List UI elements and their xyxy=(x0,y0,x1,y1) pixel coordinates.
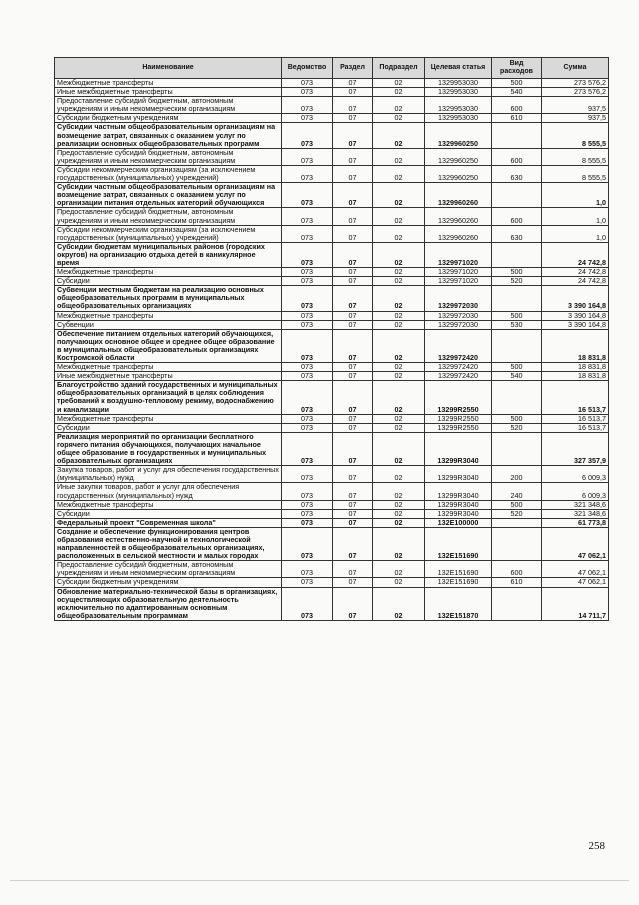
cell-subsection: 02 xyxy=(373,509,425,518)
cell-sum: 18 831,8 xyxy=(542,329,609,362)
cell-dept: 073 xyxy=(282,277,333,286)
cell-expense-type: 610 xyxy=(492,578,542,587)
cell-subsection: 02 xyxy=(373,114,425,123)
budget-table xyxy=(54,57,609,621)
cell-dept: 073 xyxy=(282,414,333,423)
cell-expense-type xyxy=(492,432,542,465)
cell-subsection: 02 xyxy=(373,183,425,208)
cell-section: 07 xyxy=(333,277,373,286)
cell-section: 07 xyxy=(333,123,373,148)
cell-sum: 3 390 164,8 xyxy=(542,311,609,320)
cell-section: 07 xyxy=(333,320,373,329)
table-row xyxy=(55,527,609,560)
table-row xyxy=(55,432,609,465)
cell-name: Межбюджетные трансферты xyxy=(55,79,282,88)
cell-name: Субсидии xyxy=(55,277,282,286)
table-row xyxy=(55,561,609,578)
cell-section: 07 xyxy=(333,527,373,560)
table-row xyxy=(55,242,609,267)
cell-section: 07 xyxy=(333,587,373,620)
cell-name: Обеспечение питанием отдельных категорий обучающихся, получающих основное общее и среднее общее образование в муниципальных общеобразовательных организациях Костромской области xyxy=(55,329,282,362)
cell-dept: 073 xyxy=(282,286,333,311)
cell-expense-type xyxy=(492,587,542,620)
table-row xyxy=(55,329,609,362)
cell-subsection: 02 xyxy=(373,423,425,432)
table-row xyxy=(55,88,609,97)
cell-target-article: 13299R3040 xyxy=(425,509,492,518)
cell-dept: 073 xyxy=(282,311,333,320)
cell-subsection: 02 xyxy=(373,578,425,587)
cell-target-article: 13299R2550 xyxy=(425,381,492,414)
cell-section: 07 xyxy=(333,432,373,465)
cell-target-article: 1329972030 xyxy=(425,320,492,329)
cell-sum: 61 773,8 xyxy=(542,518,609,527)
cell-expense-type: 240 xyxy=(492,483,542,500)
cell-name: Субсидии некоммерческим организациям (за исключением государственных (муниципальных) учреждений) xyxy=(55,225,282,242)
cell-dept: 073 xyxy=(282,381,333,414)
cell-sum: 1,0 xyxy=(542,225,609,242)
cell-sum: 6 009,3 xyxy=(542,466,609,483)
cell-dept: 073 xyxy=(282,268,333,277)
cell-name: Реализация мероприятий по организации бесплатного горячего питания обучающихся, получающих начальное общее образование в государственных и муниципальных образовательных организациях xyxy=(55,432,282,465)
cell-name: Межбюджетные трансферты xyxy=(55,500,282,509)
cell-dept: 073 xyxy=(282,432,333,465)
cell-dept: 073 xyxy=(282,518,333,527)
cell-name: Межбюджетные трансферты xyxy=(55,363,282,372)
cell-subsection: 02 xyxy=(373,286,425,311)
cell-expense-type: 600 xyxy=(492,561,542,578)
cell-sum: 8 555,5 xyxy=(542,165,609,182)
cell-name: Субсидии xyxy=(55,423,282,432)
cell-section: 07 xyxy=(333,311,373,320)
cell-section: 07 xyxy=(333,372,373,381)
cell-sum: 47 062,1 xyxy=(542,578,609,587)
cell-target-article: 1329972420 xyxy=(425,329,492,362)
cell-name: Субсидии бюджетам муниципальных районов (городских округов) на организацию отдыха детей в каникулярное время xyxy=(55,242,282,267)
cell-sum: 1,0 xyxy=(542,208,609,225)
cell-dept: 073 xyxy=(282,183,333,208)
cell-expense-type: 500 xyxy=(492,311,542,320)
cell-subsection: 02 xyxy=(373,165,425,182)
cell-expense-type: 630 xyxy=(492,165,542,182)
cell-sum: 18 831,8 xyxy=(542,372,609,381)
cell-sum: 24 742,8 xyxy=(542,277,609,286)
cell-subsection: 02 xyxy=(373,97,425,114)
cell-sum: 18 831,8 xyxy=(542,363,609,372)
cell-expense-type: 200 xyxy=(492,466,542,483)
cell-expense-type: 520 xyxy=(492,423,542,432)
cell-name: Создание и обеспечение функционирования центров образования естественно-научной и технологической направленностей в общеобразовательных организациях, расположенных в сельской местности и малых городах xyxy=(55,527,282,560)
cell-section: 07 xyxy=(333,79,373,88)
cell-section: 07 xyxy=(333,148,373,165)
cell-dept: 073 xyxy=(282,165,333,182)
table-row xyxy=(55,268,609,277)
table-row xyxy=(55,381,609,414)
cell-target-article: 132E100000 xyxy=(425,518,492,527)
cell-target-article: 1329953030 xyxy=(425,114,492,123)
cell-target-article: 13299R3040 xyxy=(425,432,492,465)
cell-section: 07 xyxy=(333,268,373,277)
cell-dept: 073 xyxy=(282,123,333,148)
cell-sum: 24 742,8 xyxy=(542,242,609,267)
cell-expense-type: 520 xyxy=(492,277,542,286)
cell-target-article: 1329960260 xyxy=(425,208,492,225)
cell-target-article: 1329960250 xyxy=(425,123,492,148)
cell-section: 07 xyxy=(333,88,373,97)
cell-dept: 073 xyxy=(282,225,333,242)
table-row xyxy=(55,79,609,88)
cell-target-article: 132E151690 xyxy=(425,578,492,587)
cell-section: 07 xyxy=(333,208,373,225)
cell-expense-type: 540 xyxy=(492,88,542,97)
cell-section: 07 xyxy=(333,165,373,182)
cell-dept: 073 xyxy=(282,483,333,500)
cell-sum: 47 062,1 xyxy=(542,561,609,578)
cell-subsection: 02 xyxy=(373,311,425,320)
cell-dept: 073 xyxy=(282,587,333,620)
header-name: Наименование xyxy=(55,58,282,79)
cell-section: 07 xyxy=(333,500,373,509)
cell-target-article: 1329953030 xyxy=(425,88,492,97)
cell-subsection: 02 xyxy=(373,148,425,165)
cell-sum: 16 513,7 xyxy=(542,414,609,423)
cell-name: Межбюджетные трансферты xyxy=(55,414,282,423)
cell-sum: 1,0 xyxy=(542,183,609,208)
cell-expense-type: 630 xyxy=(492,225,542,242)
cell-subsection: 02 xyxy=(373,561,425,578)
page-number: 258 xyxy=(588,840,605,852)
cell-expense-type: 520 xyxy=(492,509,542,518)
cell-target-article: 1329971020 xyxy=(425,268,492,277)
cell-dept: 073 xyxy=(282,423,333,432)
cell-subsection: 02 xyxy=(373,466,425,483)
header-subsection: Подраздел xyxy=(373,58,425,79)
cell-expense-type: 540 xyxy=(492,372,542,381)
cell-target-article: 13299R3040 xyxy=(425,500,492,509)
cell-expense-type xyxy=(492,329,542,362)
table-row xyxy=(55,372,609,381)
cell-section: 07 xyxy=(333,183,373,208)
cell-dept: 073 xyxy=(282,329,333,362)
cell-dept: 073 xyxy=(282,500,333,509)
cell-dept: 073 xyxy=(282,363,333,372)
cell-target-article: 1329972030 xyxy=(425,286,492,311)
table-row xyxy=(55,578,609,587)
cell-target-article: 1329960250 xyxy=(425,165,492,182)
cell-expense-type: 530 xyxy=(492,320,542,329)
cell-section: 07 xyxy=(333,225,373,242)
cell-dept: 073 xyxy=(282,97,333,114)
cell-expense-type xyxy=(492,123,542,148)
header-section: Раздел xyxy=(333,58,373,79)
cell-expense-type: 610 xyxy=(492,114,542,123)
cell-sum: 273 576,2 xyxy=(542,88,609,97)
cell-dept: 073 xyxy=(282,242,333,267)
table-row xyxy=(55,311,609,320)
cell-dept: 073 xyxy=(282,320,333,329)
cell-dept: 073 xyxy=(282,88,333,97)
cell-sum: 16 513,7 xyxy=(542,381,609,414)
cell-name: Субсидии бюджетным учреждениям xyxy=(55,578,282,587)
cell-expense-type: 600 xyxy=(492,208,542,225)
cell-expense-type xyxy=(492,242,542,267)
cell-subsection: 02 xyxy=(373,414,425,423)
cell-subsection: 02 xyxy=(373,381,425,414)
cell-expense-type: 500 xyxy=(492,363,542,372)
cell-section: 07 xyxy=(333,114,373,123)
header-expense-type: Вид расходов xyxy=(492,58,542,79)
cell-section: 07 xyxy=(333,578,373,587)
cell-sum: 3 390 164,8 xyxy=(542,286,609,311)
cell-name: Предоставление субсидий бюджетным, автономным учреждениям и иным некоммерческим организациям xyxy=(55,561,282,578)
cell-expense-type xyxy=(492,518,542,527)
cell-name: Предоставление субсидий бюджетным, автономным учреждениям и иным некоммерческим организациям xyxy=(55,97,282,114)
cell-target-article: 1329971020 xyxy=(425,242,492,267)
cell-dept: 073 xyxy=(282,208,333,225)
table-row xyxy=(55,363,609,372)
cell-target-article: 1329960250 xyxy=(425,148,492,165)
cell-expense-type: 500 xyxy=(492,79,542,88)
cell-dept: 073 xyxy=(282,466,333,483)
cell-name: Обновление материально-технической базы в организациях, осуществляющих образовательную деятельность исключительно по адаптированным основным общеобразовательным программам xyxy=(55,587,282,620)
header-target-article: Целевая статья xyxy=(425,58,492,79)
table-row xyxy=(55,587,609,620)
cell-subsection: 02 xyxy=(373,208,425,225)
cell-sum: 321 348,6 xyxy=(542,500,609,509)
cell-section: 07 xyxy=(333,483,373,500)
cell-name: Субсидии бюджетным учреждениям xyxy=(55,114,282,123)
table-row xyxy=(55,165,609,182)
table-row xyxy=(55,277,609,286)
cell-subsection: 02 xyxy=(373,79,425,88)
table-row xyxy=(55,483,609,500)
cell-subsection: 02 xyxy=(373,225,425,242)
cell-sum: 16 513,7 xyxy=(542,423,609,432)
cell-subsection: 02 xyxy=(373,518,425,527)
cell-subsection: 02 xyxy=(373,432,425,465)
cell-subsection: 02 xyxy=(373,123,425,148)
table-row xyxy=(55,414,609,423)
table-body xyxy=(55,79,609,621)
table-row xyxy=(55,509,609,518)
cell-subsection: 02 xyxy=(373,372,425,381)
header-dept: Ведомство xyxy=(282,58,333,79)
cell-target-article: 1329972420 xyxy=(425,363,492,372)
cell-target-article: 13299R3040 xyxy=(425,466,492,483)
table-row xyxy=(55,208,609,225)
cell-sum: 273 576,2 xyxy=(542,79,609,88)
cell-name: Предоставление субсидий бюджетным, автономным учреждениям и иным некоммерческим организациям xyxy=(55,208,282,225)
cell-expense-type: 500 xyxy=(492,500,542,509)
cell-expense-type xyxy=(492,286,542,311)
cell-sum: 6 009,3 xyxy=(542,483,609,500)
cell-subsection: 02 xyxy=(373,527,425,560)
cell-section: 07 xyxy=(333,329,373,362)
cell-sum: 8 555,5 xyxy=(542,123,609,148)
cell-dept: 073 xyxy=(282,509,333,518)
table-row xyxy=(55,286,609,311)
table-row xyxy=(55,183,609,208)
cell-subsection: 02 xyxy=(373,483,425,500)
cell-name: Иные межбюджетные трансферты xyxy=(55,372,282,381)
scan-edge-line xyxy=(10,880,629,881)
cell-expense-type xyxy=(492,527,542,560)
cell-name: Субвенции местным бюджетам на реализацию основных общеобразовательных программ в муниципальных общеобразовательных организациях xyxy=(55,286,282,311)
table-row xyxy=(55,225,609,242)
cell-name: Благоустройство зданий государственных и муниципальных общеобразовательных организаций в целях соблюдения требований к воздушно-тепловому режиму, водоснабжению и канализации xyxy=(55,381,282,414)
cell-name: Субсидии xyxy=(55,509,282,518)
cell-name: Субсидии частным общеобразовательным организациям на возмещение затрат, связанных с оказанием услуг по реализации основных общеобразовательных программ xyxy=(55,123,282,148)
cell-section: 07 xyxy=(333,466,373,483)
table-row xyxy=(55,423,609,432)
cell-expense-type xyxy=(492,183,542,208)
cell-sum: 24 742,8 xyxy=(542,268,609,277)
cell-section: 07 xyxy=(333,518,373,527)
cell-name: Закупка товаров, работ и услуг для обеспечения государственных (муниципальных) нужд xyxy=(55,466,282,483)
cell-target-article: 1329960260 xyxy=(425,225,492,242)
table-row xyxy=(55,518,609,527)
cell-sum: 321 348,6 xyxy=(542,509,609,518)
cell-section: 07 xyxy=(333,363,373,372)
cell-name: Иные закупки товаров, работ и услуг для обеспечения государственных (муниципальных) нужд xyxy=(55,483,282,500)
cell-target-article: 13299R2550 xyxy=(425,414,492,423)
table-row xyxy=(55,114,609,123)
cell-target-article: 1329953030 xyxy=(425,79,492,88)
cell-name: Субсидии некоммерческим организациям (за исключением государственных (муниципальных) учреждений) xyxy=(55,165,282,182)
cell-name: Субсидии частным общеобразовательным организациям на возмещение затрат, связанных с оказанием услуг по организации питания отдельных категорий обучающихся xyxy=(55,183,282,208)
cell-target-article: 13299R3040 xyxy=(425,483,492,500)
table-row xyxy=(55,320,609,329)
header-sum: Сумма xyxy=(542,58,609,79)
cell-expense-type: 600 xyxy=(492,148,542,165)
cell-name: Межбюджетные трансферты xyxy=(55,268,282,277)
cell-sum: 937,5 xyxy=(542,97,609,114)
table-row xyxy=(55,123,609,148)
cell-target-article: 132E151870 xyxy=(425,587,492,620)
cell-target-article: 1329971020 xyxy=(425,277,492,286)
cell-name: Иные межбюджетные трансферты xyxy=(55,88,282,97)
cell-target-article: 1329972420 xyxy=(425,372,492,381)
cell-expense-type: 500 xyxy=(492,268,542,277)
cell-name: Субвенции xyxy=(55,320,282,329)
cell-dept: 073 xyxy=(282,372,333,381)
cell-subsection: 02 xyxy=(373,587,425,620)
cell-expense-type: 600 xyxy=(492,97,542,114)
cell-target-article: 13299R2550 xyxy=(425,423,492,432)
cell-sum: 47 062,1 xyxy=(542,527,609,560)
table-row xyxy=(55,500,609,509)
cell-sum: 3 390 164,8 xyxy=(542,320,609,329)
cell-name: Федеральный проект "Современная школа" xyxy=(55,518,282,527)
cell-target-article: 1329960260 xyxy=(425,183,492,208)
table-header-row xyxy=(55,58,609,79)
cell-dept: 073 xyxy=(282,561,333,578)
cell-subsection: 02 xyxy=(373,88,425,97)
cell-section: 07 xyxy=(333,509,373,518)
cell-section: 07 xyxy=(333,286,373,311)
cell-sum: 327 357,9 xyxy=(542,432,609,465)
cell-target-article: 1329953030 xyxy=(425,97,492,114)
cell-subsection: 02 xyxy=(373,277,425,286)
cell-dept: 073 xyxy=(282,527,333,560)
cell-target-article: 1329972030 xyxy=(425,311,492,320)
cell-section: 07 xyxy=(333,423,373,432)
cell-subsection: 02 xyxy=(373,320,425,329)
cell-sum: 14 711,7 xyxy=(542,587,609,620)
table-row xyxy=(55,148,609,165)
cell-section: 07 xyxy=(333,381,373,414)
cell-dept: 073 xyxy=(282,578,333,587)
cell-subsection: 02 xyxy=(373,242,425,267)
cell-subsection: 02 xyxy=(373,329,425,362)
cell-expense-type xyxy=(492,381,542,414)
cell-sum: 937,5 xyxy=(542,114,609,123)
cell-subsection: 02 xyxy=(373,363,425,372)
cell-section: 07 xyxy=(333,242,373,267)
cell-target-article: 132E151690 xyxy=(425,527,492,560)
cell-target-article: 132E151690 xyxy=(425,561,492,578)
cell-section: 07 xyxy=(333,414,373,423)
cell-section: 07 xyxy=(333,97,373,114)
cell-dept: 073 xyxy=(282,148,333,165)
cell-subsection: 02 xyxy=(373,268,425,277)
cell-name: Предоставление субсидий бюджетным, автономным учреждениям и иным некоммерческим организациям xyxy=(55,148,282,165)
cell-dept: 073 xyxy=(282,79,333,88)
cell-dept: 073 xyxy=(282,114,333,123)
cell-sum: 8 555,5 xyxy=(542,148,609,165)
cell-name: Межбюджетные трансферты xyxy=(55,311,282,320)
cell-section: 07 xyxy=(333,561,373,578)
table-row xyxy=(55,466,609,483)
cell-subsection: 02 xyxy=(373,500,425,509)
table-row xyxy=(55,97,609,114)
cell-expense-type: 500 xyxy=(492,414,542,423)
